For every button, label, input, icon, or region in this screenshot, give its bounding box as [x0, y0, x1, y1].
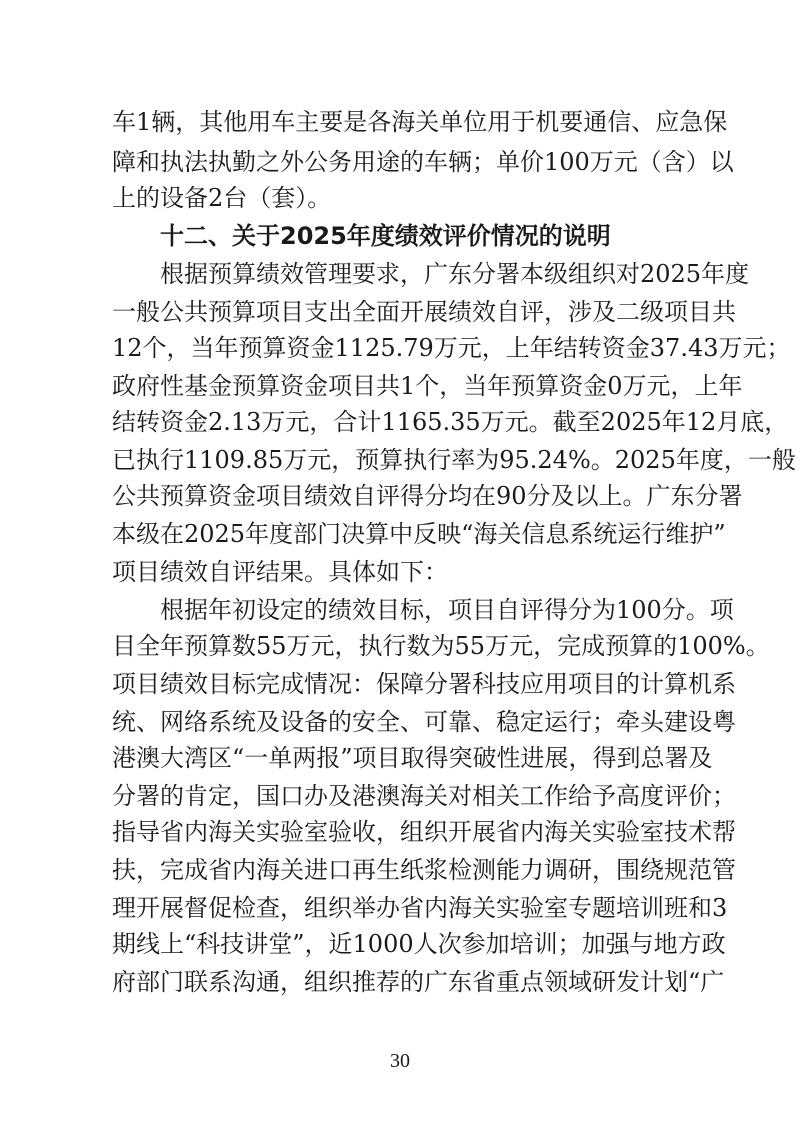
body-text-line: 车1辆，其他用车主要是各海关单位用于机要通信、应急保: [112, 108, 728, 136]
body-text-line: 目全年预算数55万元，执行数为55万元，完成预算的100%。: [112, 632, 770, 660]
body-text-line: 项目绩效自评结果。具体如下：: [112, 558, 448, 586]
body-text-line: 府部门联系沟通，组织推荐的广东省重点领域研发计划“广: [112, 968, 725, 996]
body-text-line: 统、网络系统及设备的安全、可靠、稳定运行；牵头建设粤: [112, 708, 736, 736]
body-text-line: 根据年初设定的绩效目标，项目自评得分为100分。项: [160, 596, 734, 624]
body-text-line: 政府性基金预算资金项目共1个，当年预算资金0万元，上年: [112, 372, 743, 400]
body-text-line: 扶，完成省内海关进口再生纸浆检测能力调研，围绕规范管: [112, 856, 736, 884]
body-text-line: 期线上“科技讲堂”，近1000人次参加培训；加强与地方政: [112, 930, 726, 958]
body-text-line: 本级在2025年度部门决算中反映“海关信息系统运行维护”: [112, 520, 726, 548]
body-text-line: 港澳大湾区“一单两报”项目取得突破性进展，得到总署及: [112, 744, 713, 772]
body-text-line: 根据预算绩效管理要求，广东分署本级组织对2025年度: [160, 260, 750, 288]
body-text-line: 已执行1109.85万元，预算执行率为95.24%。2025年度，一般: [112, 446, 796, 474]
body-text-line: 上的设备2台（套）。: [112, 184, 332, 212]
body-text-line: 公共预算资金项目绩效自评得分均在90分及以上。广东分署: [112, 482, 743, 510]
body-text-line: 分署的肯定，国口办及港澳海关对相关工作给予高度评价；: [112, 782, 736, 810]
section-title: 十二、关于2025年度绩效评价情况的说明: [160, 222, 611, 250]
body-text-line: 理开展督促检查，组织举办省内海关实验室专题培训班和3: [112, 894, 728, 922]
body-text-line: 一般公共预算项目支出全面开展绩效自评，涉及二级项目共: [112, 298, 736, 326]
body-text-line: 指导省内海关实验室验收，组织开展省内海关实验室技术帮: [112, 818, 736, 846]
body-text-line: 12个，当年预算资金1125.79万元，上年结转资金37.43万元；: [112, 334, 791, 362]
body-text-line: 项目绩效目标完成情况：保障分署科技应用项目的计算机系: [112, 670, 736, 698]
page-number: 30: [390, 1050, 410, 1072]
body-text-line: 障和执法执勤之外公务用途的车辆；单价100万元（含）以: [112, 148, 734, 176]
body-text-line: 结转资金2.13万元，合计1165.35万元。截至2025年12月底，: [112, 408, 789, 436]
